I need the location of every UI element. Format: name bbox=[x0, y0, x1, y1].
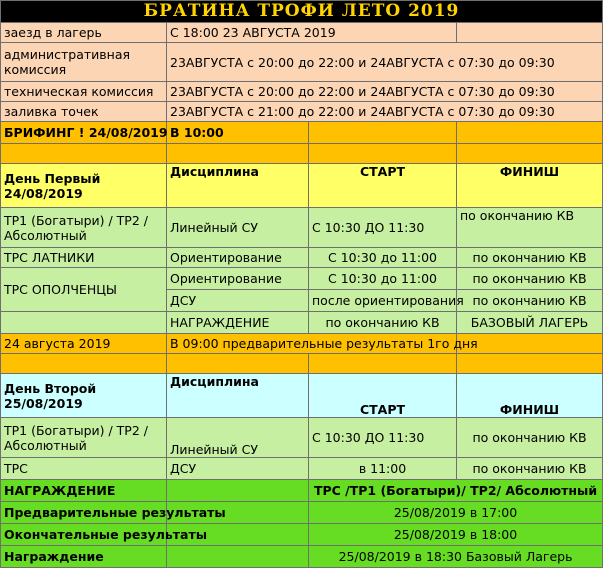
info-value: 23АВГУСТА с 20:00 до 22:00 и 24АВГУСТА с 07:30 до 09:30 bbox=[167, 43, 603, 82]
prelim-date: 24 августа 2019 bbox=[1, 334, 167, 354]
empty-cell bbox=[1, 312, 167, 334]
results-label: Предварительные результаты bbox=[1, 502, 167, 524]
spacer-row bbox=[1, 144, 603, 164]
info-label: заезд в лагерь bbox=[1, 23, 167, 43]
day2-date: 25/08/2019 bbox=[4, 395, 83, 411]
day2-title bbox=[1, 374, 167, 418]
results-row bbox=[1, 524, 603, 546]
empty-cell bbox=[167, 546, 309, 568]
discipline-cell: ДСУ bbox=[167, 458, 309, 480]
empty-cell bbox=[167, 480, 309, 502]
discipline-cell: Линейный СУ bbox=[167, 208, 309, 248]
finish-cell: по окончанию КВ bbox=[457, 268, 603, 290]
class-cell: ТР1 (Богатыри) / ТР2 / Абсолютный bbox=[1, 208, 167, 248]
day2-name: День Второй bbox=[4, 380, 97, 396]
discipline-cell: Ориентирование bbox=[167, 248, 309, 268]
day1-header-row bbox=[1, 164, 603, 208]
results-value: 25/08/2019 в 18:00 bbox=[309, 524, 603, 546]
day2-row bbox=[1, 458, 603, 480]
spacer-row bbox=[1, 354, 603, 374]
class-cell: ТР1 (Богатыри) / ТР2 / Абсолютный bbox=[1, 418, 167, 458]
day1-title bbox=[1, 164, 167, 208]
day1-row bbox=[1, 248, 603, 268]
results-label: НАГРАЖДЕНИЕ bbox=[1, 480, 167, 502]
results-label: Окончательные результаты bbox=[1, 524, 167, 546]
start-cell: после ориентирования bbox=[309, 290, 457, 312]
day2-header-row bbox=[1, 374, 603, 418]
briefing-time: В 10:00 bbox=[167, 122, 309, 144]
finish-cell: по окончанию КВ bbox=[457, 248, 603, 268]
start-header: СТАРТ bbox=[309, 164, 457, 208]
empty-cell bbox=[457, 23, 603, 43]
empty-cell bbox=[309, 122, 457, 144]
discipline-cell: Линейный СУ bbox=[167, 418, 309, 458]
prelim-row bbox=[1, 334, 603, 354]
info-row bbox=[1, 23, 603, 43]
info-label: техническая комиссия bbox=[1, 82, 167, 102]
empty-cell bbox=[457, 334, 603, 354]
info-row bbox=[1, 82, 603, 102]
start-cell: по окончанию КВ bbox=[309, 312, 457, 334]
discipline-cell: ДСУ bbox=[167, 290, 309, 312]
discipline-cell: Ориентирование bbox=[167, 268, 309, 290]
results-value: 25/08/2019 в 18:30 Базовый Лагерь bbox=[309, 546, 603, 568]
prelim-text: В 09:00 предварительные результаты 1го дня bbox=[167, 334, 457, 354]
start-cell: в 11:00 bbox=[309, 458, 457, 480]
empty-cell bbox=[457, 122, 603, 144]
briefing-row bbox=[1, 122, 603, 144]
info-row bbox=[1, 43, 603, 82]
discipline-header: Дисциплина bbox=[167, 374, 309, 418]
info-row bbox=[1, 102, 603, 122]
results-row bbox=[1, 502, 603, 524]
info-label: административная комиссия bbox=[1, 43, 167, 82]
class-cell: ТРС ЛАТНИКИ bbox=[1, 248, 167, 268]
finish-cell: по окончанию КВ bbox=[457, 208, 603, 248]
info-label: заливка точек bbox=[1, 102, 167, 122]
finish-cell: по окончанию КВ bbox=[457, 418, 603, 458]
start-cell: С 10:30 ДО 11:30 bbox=[309, 208, 457, 248]
day1-row bbox=[1, 208, 603, 248]
discipline-header: Дисциплина bbox=[167, 164, 309, 208]
results-value: ТРС /ТР1 (Богатыри)/ ТР2/ Абсолютный bbox=[309, 480, 603, 502]
class-cell: ТРС ОПОЛЧЕНЦЫ bbox=[1, 268, 167, 312]
finish-cell: по окончанию КВ bbox=[457, 290, 603, 312]
event-title: БРАТИНА ТРОФИ ЛЕТО 2019 bbox=[1, 1, 603, 23]
start-header: СТАРТ bbox=[309, 374, 457, 418]
start-cell: С 10:30 до 11:00 bbox=[309, 268, 457, 290]
start-cell: С 10:30 ДО 11:30 bbox=[309, 418, 457, 458]
day1-row bbox=[1, 312, 603, 334]
day1-date: 24/08/2019 bbox=[4, 185, 83, 201]
day2-row bbox=[1, 418, 603, 458]
results-label: Награждение bbox=[1, 546, 167, 568]
results-row bbox=[1, 480, 603, 502]
finish-header: ФИНИШ bbox=[457, 164, 603, 208]
discipline-cell: НАГРАЖДЕНИЕ bbox=[167, 312, 309, 334]
info-value: 23АВГУСТА с 21:00 до 22:00 и 24АВГУСТА с 07:30 до 09:30 bbox=[167, 102, 603, 122]
finish-cell: БАЗОВЫЙ ЛАГЕРЬ bbox=[457, 312, 603, 334]
finish-cell: по окончанию КВ bbox=[457, 458, 603, 480]
day1-row bbox=[1, 268, 603, 290]
results-value: 25/08/2019 в 17:00 bbox=[309, 502, 603, 524]
class-cell: ТРС bbox=[1, 458, 167, 480]
finish-header: ФИНИШ bbox=[457, 374, 603, 418]
info-value: С 18:00 23 АВГУСТА 2019 bbox=[167, 23, 457, 43]
day1-name: День Первый bbox=[4, 170, 101, 186]
results-row bbox=[1, 546, 603, 568]
briefing-label: БРИФИНГ ! 24/08/2019 bbox=[1, 122, 167, 144]
info-value: 23АВГУСТА с 20:00 до 22:00 и 24АВГУСТА с 07:30 до 09:30 bbox=[167, 82, 603, 102]
start-cell: С 10:30 до 11:00 bbox=[309, 248, 457, 268]
title-row bbox=[1, 1, 603, 23]
